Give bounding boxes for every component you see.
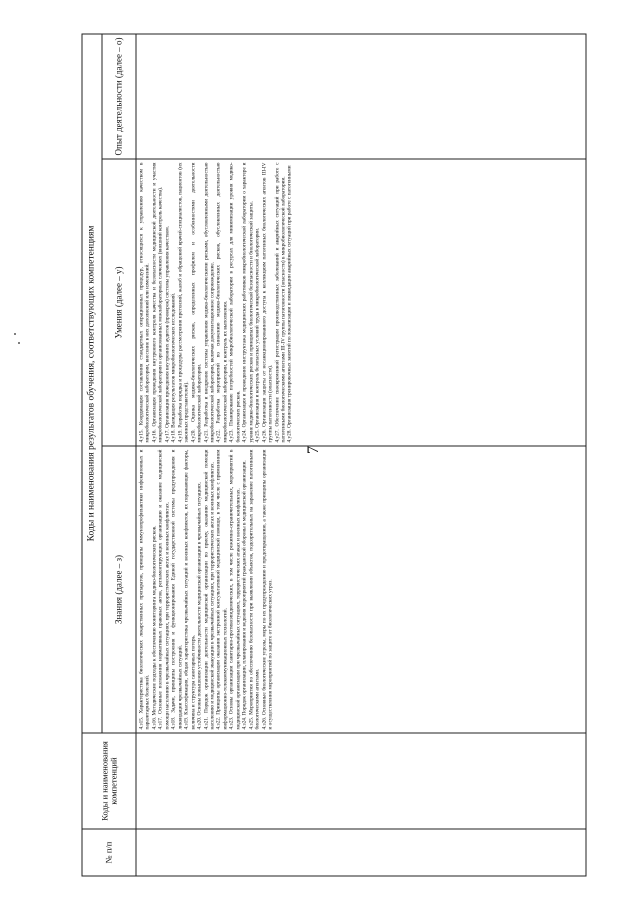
header-knowledge: Знания (далее – з)	[102, 446, 136, 733]
knowledge-item: 4.з24. Порядок организации, планирования и ведения мероприятий гражданской обороны в медицинской организации.	[241, 460, 248, 730]
knowledge-item: 4.з22. Принципы организации оказания экстренной консультативной медицинской помощи, в том числе с применением информационно-телекоммуникационных технологий.	[215, 449, 229, 730]
skill-item: 4.у15. Координация составления стандартных операционных процедур, относящихся к управлению качеством в микробиологической лаборатории, внесение в них дополнений или изменений.	[138, 162, 151, 443]
skill-item: 4.у28. Организация тренировочных занятий по локализации и ликвидации аварийных ситуаций при работе с патогенными	[286, 165, 293, 443]
competency-table	[82, 33, 587, 876]
skill-item: 4.у23. Планирование потребностей микробиологической лаборатории в ресурсах для минимизации уровня медико-биологических рисков.	[228, 162, 242, 443]
header-learning-results: Коды и наименования результатов обучения, соответствующих компетенциям	[82, 34, 102, 733]
knowledge-item: 4.з20. Основы повышения устойчивости деятельности медицинской организации в чрезвычайных ситуациях.	[196, 481, 203, 730]
knowledge-item: 4.з25. Мероприятия по обеспечению безопасности при выявлении объектов, подозрительных на заражение патогенными биологическими агентами.	[248, 449, 261, 730]
skill-item: 4.у20. Оценка медико-биологических рисков, определенных профилем и особенностями деятельности микробиологической лаборатории.	[190, 162, 203, 443]
rotated-page-content	[82, 35, 587, 877]
header-number: № п/п	[82, 829, 136, 876]
knowledge-item: 4.з23. Основы организации санитарно-противоэпидемических, в том числе режимно-ограничительных, мероприятий в медицинской организации при чрезвычайных ситуациях, террористических атаках и военных конфликтах.	[228, 449, 242, 730]
cell-skills	[136, 159, 586, 446]
skill-item: 4.у21. Разработка и внедрение системы управления медико-биологическими рисками, обусловленными деятельностью микробиологической лаборатории, включая документационное сопровождение.	[203, 162, 216, 443]
skill-item: 4.у19. Разработка порядка и процедуры рассмотрения претензий, жалоб и обращений врачей-специалистов, пациентов (их законных представителей).	[177, 162, 190, 443]
cell-knowledge	[136, 446, 586, 733]
knowledge-item: 4.з26. Основные биологические угрозы, меры по их предупреждению и предотвращению, а также принципы организации и осуществления мероприятий по защите от биологических угроз.	[261, 449, 274, 730]
skill-item: 4.у27. Обеспечение своевременной регистрации производственных заболеваний и аварийных ситуаций при работе с патогенными биологическими агентами III-IV группы патогенности (опасности) в микробиологической лаборатории.	[274, 162, 287, 443]
skill-item: 4.у25. Организация и контроль безопасных условий труда в микробиологической лаборатории.	[254, 227, 261, 443]
knowledge-item: 4.з17. Основные положения нормативных правовых актов, регламентирующих организацию и оказание медицинской помощи населению в чрезвычайных ситуациях, при террористических актах и военных конфликтах.	[157, 449, 171, 730]
cell-number	[136, 829, 586, 876]
skill-item: 4.у17. Организация проведения внутренних аудитов (проверок) системы управления качеством.	[164, 225, 171, 443]
skill-item: 4.у16. Организация проведения внутреннего контроля качества и безопасности медицинской деятельности и участия микробиологической лаборатории в организованных межлабораторных сличениях (внешний контроль качества).	[151, 162, 164, 443]
header-skills: Умения (далее – у)	[102, 159, 136, 446]
skill-item: 4.у18. Валидация результатов микробиологических исследований.	[170, 292, 177, 443]
cell-experience	[136, 34, 586, 159]
knowledge-item: 4.з19. Классификация, общая характеристика чрезвычайных ситуаций и военных конфликтов, их поражающие факторы, величина и структура санитарных потерь.	[183, 449, 197, 730]
knowledge-item: 4.з15. Характеристика биологических лекарственных препаратов, принципы иммунопрофилактики инфекционных и паразитарных болезней.	[138, 449, 151, 730]
page-number: 7	[305, 446, 322, 454]
scan-speck	[14, 333, 16, 335]
knowledge-item: 4.з21. Порядок организации деятельности медицинской организации по приему, оказанию медицинской помощи населению и медицинской эвакуации в чрезвычайных ситуациях, при террористических актах и военных конфликтах.	[203, 449, 216, 730]
header-experience: Опыт деятельности (далее – о)	[102, 34, 136, 159]
skill-item: 4.у26. Организация защиты от несанкционированного доступа к коллекциям патогенных биологических агентов III-IV группы патогенности (опасности).	[261, 162, 274, 443]
knowledge-item: 4.з16. Методические подходы к обеспечению мониторинга медико-биологических рисков.	[151, 525, 158, 730]
skill-item: 4.у24. Организация и проведение инструктажа медицинских работников микробиологической лаборатории о характере и уровне медико-биологических рисков и принципах биологической безопасности и биологической защиты.	[241, 162, 255, 443]
cell-competency	[136, 733, 586, 829]
scan-speck	[18, 342, 20, 344]
header-competency-codes: Коды и наименования компетенций	[82, 733, 136, 829]
skill-item: 4.у22. Разработка мероприятий по снижению медико-биологических рисков, обусловленных деятельностью микробиологической лаборатории, и контроль их выполнения.	[215, 162, 229, 443]
knowledge-item: 4.з18. Задачи, принципы построения и функционирования Единой государственной системы предупреждения и ликвидации чрезвычайных ситуаций.	[170, 449, 184, 730]
